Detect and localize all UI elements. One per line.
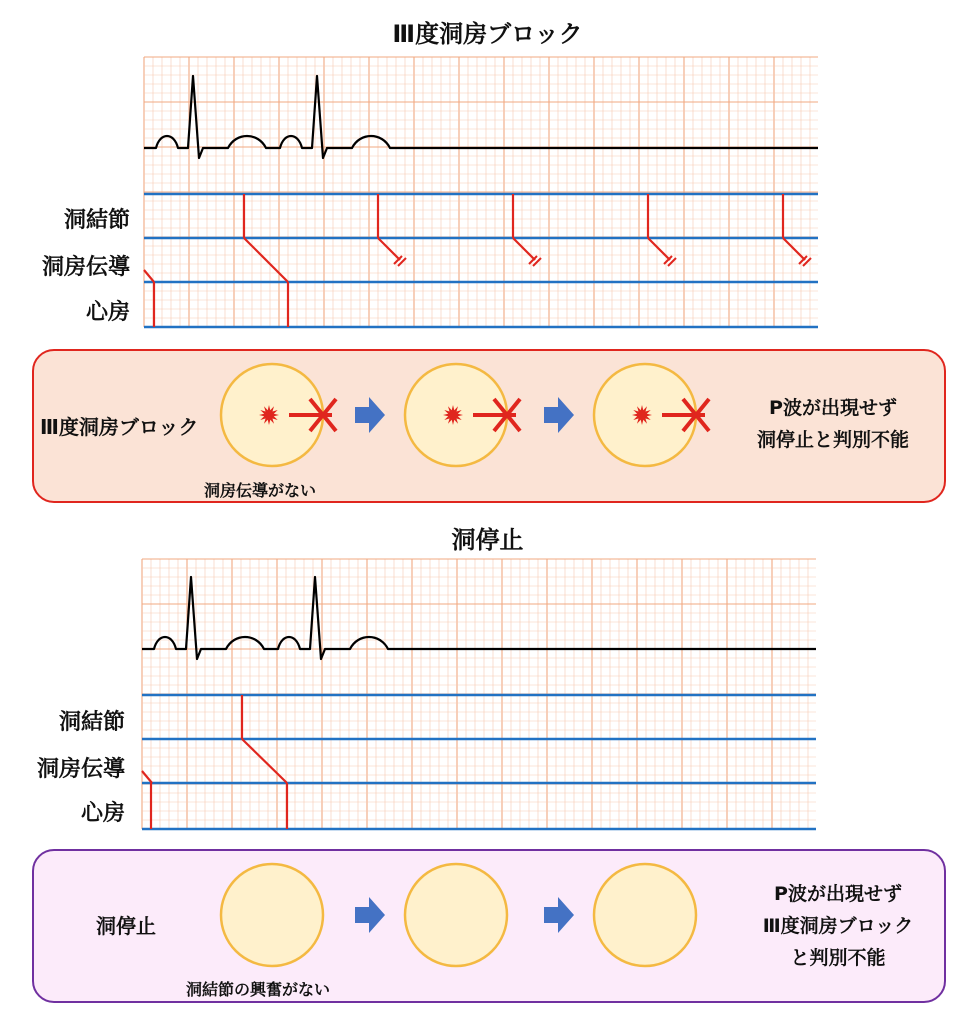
- section2-lane-atrium: 心房: [80, 801, 125, 826]
- section1-note-line1: P波が出現せず: [769, 397, 897, 419]
- sa-node-circle: [221, 864, 323, 966]
- section1-lane-atrium: 心房: [85, 300, 130, 325]
- section1-lane-sa-node: 洞結節: [63, 208, 130, 233]
- section2-note-line2: Ⅲ度洞房ブロック: [762, 915, 914, 937]
- section1-panel-caption: 洞房伝導がない: [204, 481, 317, 500]
- arrow-icon: [544, 397, 574, 433]
- section2-lane-sa-node: 洞結節: [58, 710, 125, 735]
- section2-lane-sa-conduction: 洞房伝導: [36, 757, 125, 782]
- sa-node-circle: [594, 864, 696, 966]
- section2-note-line1: P波が出現せず: [774, 883, 902, 905]
- section1-panel-label: Ⅲ度洞房ブロック: [40, 415, 199, 439]
- section2-title: 洞停止: [451, 526, 524, 554]
- section1-lane-sa-conduction: 洞房伝導: [41, 255, 130, 280]
- sa-node-circle: [405, 864, 507, 966]
- arrow-icon: [355, 897, 385, 933]
- arrow-icon: [355, 397, 385, 433]
- section2-panel-label: 洞停止: [96, 914, 156, 938]
- section2-panel-caption: 洞結節の興奮がない: [186, 980, 331, 999]
- arrow-icon: [544, 897, 574, 933]
- section1-note-line2: 洞停止と判別不能: [756, 429, 909, 451]
- section1-title: Ⅲ度洞房ブロック: [392, 20, 583, 48]
- section2-note-line3: と判別不能: [790, 947, 886, 969]
